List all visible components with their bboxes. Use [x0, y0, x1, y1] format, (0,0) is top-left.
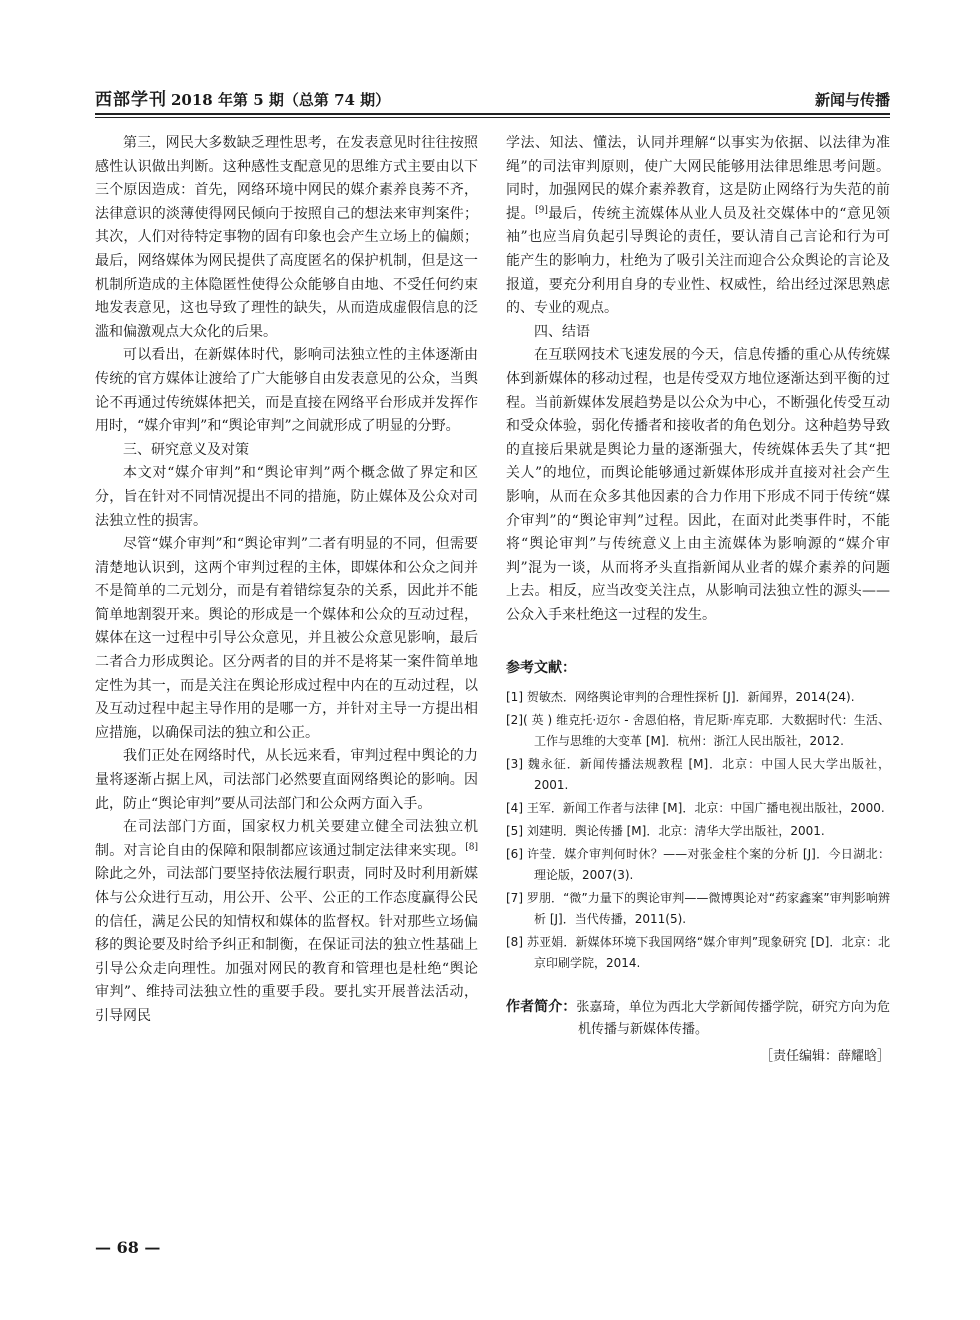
header-rule-thin — [95, 117, 890, 118]
paragraph-text: 除此之外，司法部门要坚持依法履行职责，同时及时利用新媒体与公众进行互动，用公开、公平、公正的工作态度赢得公民的信任，满足公民的知情权和媒体的监督权。针对那些立场偏移的舆论要及时给予纠正和制衡，在保证司法的独立性基础上引导公众走向理性。加强对网民的教育和管理也是杜绝“舆论审判”、维持司法独立性的重要手段。要扎实开展普法活动，引导网民 — [95, 866, 478, 1024]
header-rule-thick — [95, 113, 890, 115]
reference-item: [3] 魏永征．新闻传播法规教程 [M]．北京：中国人民大学出版社，2001. — [506, 757, 890, 793]
paragraph-text: 学法、知法、懂法，认同并理解“以事实为依据、以法律为准绳”的司法审判原则，使广大网民能够用法律思维思考问题。同时，加强网民的媒介素养教育，这是防止网络行为失范的前提。 — [506, 135, 890, 222]
citation-marker: [9] — [535, 205, 548, 216]
journal-logo: 西部学刊 — [95, 90, 167, 110]
paragraph: 可以看出，在新媒体时代，影响司法独立性的主体逐渐由传统的官方媒体让渡给了广大能够自由发表意见的公众，当舆论不再通过传统媒体把关，而是直接在网络平台形成并发挥作用时，“媒介审判”和“舆论审判”之间就形成了明显的分野。 — [95, 347, 478, 435]
reference-item: [4] 王军．新闻工作者与法律 [M]．北京：中国广播电视出版社，2000. — [506, 801, 885, 816]
editor-credit: ［责任编辑：薛耀晗］ — [759, 1049, 890, 1065]
reference-item: [2]( 英 ) 维克托·迈尔 - 舍恩伯格，肯尼斯·库克耶．大数据时代：生活、工作与思维的大变革 [M]．杭州：浙江人民出版社，2012. — [506, 713, 890, 749]
paragraph: 我们正处在网络时代，从长远来看，审判过程中舆论的力量将逐渐占据上风，司法部门必然要直面网络舆论的影响。因此，防止“舆论审判”要从司法部门和公众两方面入手。 — [95, 748, 478, 812]
issue-label: 2018 年第 5 期（总第 74 期） — [171, 91, 391, 109]
section-heading: 四、结语 — [534, 323, 590, 340]
paragraph: 本文对“媒介审判”和“舆论审判”两个概念做了界定和区分，旨在针对不同情况提出不同的措施，防止媒体及公众对司法独立性的损害。 — [95, 465, 478, 529]
section-heading: 三、研究意义及对策 — [123, 441, 249, 458]
reference-item: [5] 刘建明．舆论传播 [M]．北京：清华大学出版社，2001. — [506, 824, 825, 839]
citation-marker: [8] — [465, 842, 478, 853]
reference-item: [6] 许莹．媒介审判何时休？——对张金柱个案的分析 [J]．今日湖北：理论版，2007(3). — [506, 847, 890, 883]
section-title: 新闻与传播 — [814, 91, 890, 109]
journal-issue-line — [95, 85, 390, 110]
paragraph — [506, 132, 890, 321]
references-list — [506, 687, 890, 974]
author-text: 张嘉琦，单位为西北大学新闻传播学院，研究方向为危机传播与新媒体传播。 — [576, 1000, 890, 1038]
right-column — [506, 132, 890, 1069]
paragraph: 在互联网技术飞速发展的今天，信息传播的重心从传统媒体到新媒体的移动过程，也是传受双方地位逐渐达到平衡的过程。当前新媒体发展趋势是以公众为中心，不断强化传受互动和受众体验，弱化传播者和接收者的角色划分。这种趋势导致的直接后果就是舆论力量的逐渐强大，传统媒体丢失了其“把关人”的地位，而舆论能够通过新媒体形成并直接对社会产生影响，从而在众多其他因素的合力作用下形成不同于传统“媒介审判”的“舆论审判”过程。因此，在面对此类事件时，不能将“舆论审判”与传统意义上由主流媒体为影响源的“媒介审判”混为一谈，从而将矛头直指新闻从业者的媒介素养的问题上去。相反，应当改变关注点，从影响司法独立性的源头——公众入手来杜绝这一过程的发生。 — [506, 347, 890, 623]
paragraph: 第三，网民大多数缺乏理性思考，在发表意见时往往按照感性认识做出判断。这种感性支配意见的思维方式主要由以下三个原因造成：首先，网络环境中网民的媒介素养良莠不齐，法律意识的淡薄使得网民倾向于按照自己的想法来审判案件；其次，人们对待特定事物的固有印象也会产生立场上的偏颇；最后，网络媒体为网民提供了高度匿名的保护机制，但是这一机制所造成的主体隐匿性使得公众能够自由地、不受任何约束地发表意见，这也导致了理性的缺失，从而造成虚假信息的泛滥和偏激观点大众化的后果。 — [95, 135, 478, 340]
reference-item: [7] 罗朋．“微”力量下的舆论审判——微博舆论对“药家鑫案”审判影响辨析 [J]．当代传播，2011(5). — [506, 891, 890, 927]
reference-item: [8] 苏亚娟．新媒体环境下我国网络“媒介审判”现象研究 [D]．北京：北京印刷学院，2014. — [506, 935, 890, 971]
paragraph-text: 在司法部门方面，国家权力机关要建立健全司法独立机制。对言论自由的保障和限制都应该通过制定法律来实现。 — [95, 819, 478, 859]
left-column — [95, 132, 478, 1029]
paragraph — [95, 816, 478, 1028]
author-bio — [506, 996, 890, 1041]
paragraph-text: 最后，传统主流媒体从业人员及社交媒体中的“意见领袖”也应当肩负起引导舆论的责任，要认清自己言论和行为可能产生的影响力，杜绝为了吸引关注而迎合公众舆论的言论及报道，要充分利用自身的专业性、权威性，给出经过深思熟虑的、专业的观点。 — [506, 205, 891, 317]
paragraph: 尽管“媒介审判”和“舆论审判”二者有明显的不同，但需要清楚地认识到，这两个审判过程的主体，即媒体和公众之间并不是简单的二元划分，而是有着错综复杂的关系，因此并不能简单地割裂开来。舆论的形成是一个媒体和公众的互动过程，媒体在这一过程中引导公众意见，并且被公众意见影响，最后二者合力形成舆论。区分两者的目的并不是将某一案件简单地定性为其一，而是关注在舆论形成过程中内在的互动过程，以及互动过程中起主导作用的是哪一方，并针对主导一方提出相应措施，以确保司法的独立和公正。 — [95, 536, 478, 741]
page-header — [95, 86, 890, 116]
author-label: 作者简介： — [506, 999, 577, 1016]
reference-item: [1] 贺敏杰．网络舆论审判的合理性探析 [J]．新闻界，2014(24). — [506, 690, 855, 705]
references-title: 参考文献： — [506, 660, 576, 677]
page-number: — 68 — — [95, 1238, 161, 1257]
